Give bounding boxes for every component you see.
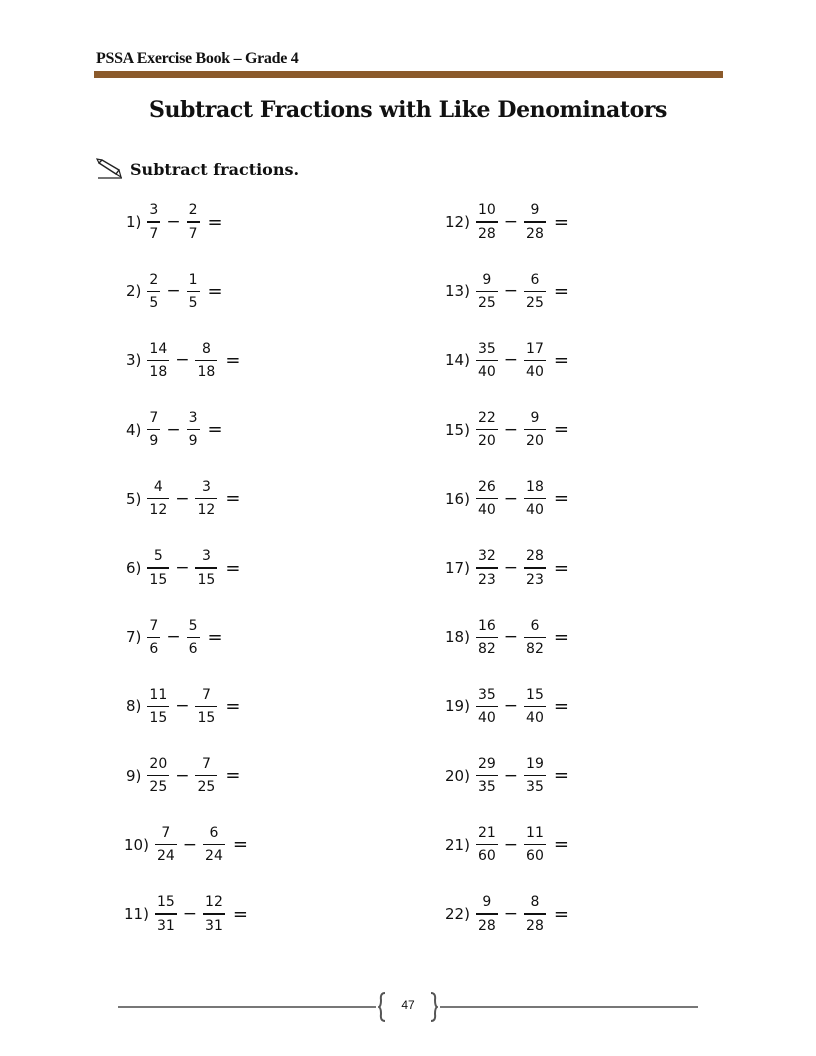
minus-sign: − <box>503 488 519 509</box>
denominator: 25 <box>526 294 544 311</box>
numerator: 9 <box>530 410 540 426</box>
denominator: 40 <box>477 363 496 380</box>
subtrahend-fraction <box>524 547 546 588</box>
problem-21 <box>445 820 569 870</box>
denominator: 23 <box>526 571 544 588</box>
equals-sign: = <box>225 557 241 579</box>
numerator: 3 <box>201 548 211 565</box>
minus-sign: − <box>503 765 519 786</box>
equals-sign: = <box>553 765 569 787</box>
fraction-bar <box>203 913 225 914</box>
subtrahend-fraction <box>187 201 200 242</box>
denominator: 9 <box>149 433 159 450</box>
problem-number: 8) <box>126 697 142 716</box>
denominator: 31 <box>156 917 175 934</box>
equals-sign: = <box>553 419 569 441</box>
equals-sign: = <box>225 695 241 717</box>
problem-9 <box>126 751 240 801</box>
numerator: 22 <box>477 410 496 426</box>
problem-number: 22) <box>445 905 470 923</box>
fraction-bar <box>187 291 200 292</box>
minuend-fraction <box>476 340 498 381</box>
problem-number: 3) <box>126 351 142 370</box>
numerator: 17 <box>526 340 544 357</box>
numerator: 29 <box>477 756 496 772</box>
problem-2 <box>126 266 223 316</box>
fraction-bar <box>524 844 546 845</box>
minus-sign: − <box>503 212 519 232</box>
fraction-bar <box>524 429 546 430</box>
fraction-bar <box>147 567 169 568</box>
denominator: 6 <box>149 640 159 657</box>
minuend-fraction <box>147 271 160 312</box>
numerator: 6 <box>530 271 540 288</box>
equals-sign: = <box>232 834 248 856</box>
problem-19 <box>445 681 569 731</box>
denominator: 12 <box>149 502 168 519</box>
minus-sign: − <box>175 558 190 578</box>
numerator: 12 <box>205 894 223 911</box>
fraction-bar <box>147 706 169 707</box>
numerator: 5 <box>188 617 198 634</box>
numerator: 20 <box>149 756 168 772</box>
minus-sign: − <box>166 281 181 302</box>
numerator: 9 <box>482 271 492 288</box>
subtrahend-fraction <box>195 686 217 727</box>
denominator: 40 <box>477 502 496 519</box>
fraction-bar <box>147 291 160 292</box>
problem-number: 11) <box>124 905 149 923</box>
fraction-bar <box>476 913 498 914</box>
fraction-bar <box>476 567 498 568</box>
equals-sign: = <box>553 211 569 233</box>
fraction-bar <box>187 429 200 430</box>
minuend-fraction <box>147 478 169 519</box>
subtrahend-fraction <box>187 409 200 450</box>
denominator: 24 <box>205 848 223 865</box>
problem-15 <box>445 405 569 455</box>
subtrahend-fraction <box>195 547 217 588</box>
problem-17 <box>445 543 569 593</box>
subtrahend-fraction <box>524 340 546 381</box>
equals-sign: = <box>553 349 569 371</box>
minus-sign: − <box>175 765 190 786</box>
minus-sign: − <box>503 834 519 855</box>
minus-sign: − <box>503 627 519 648</box>
problem-13 <box>445 266 569 316</box>
fraction-bar <box>524 498 546 499</box>
page-number: 47 <box>401 998 415 1012</box>
minuend-fraction <box>476 409 498 450</box>
equals-sign: = <box>207 211 223 233</box>
fraction-bar <box>524 291 546 292</box>
fraction-bar <box>147 429 160 430</box>
fraction-bar <box>147 498 169 499</box>
fraction-bar <box>524 221 546 222</box>
denominator: 5 <box>149 294 159 311</box>
denominator: 9 <box>188 433 198 450</box>
numerator: 3 <box>188 410 198 426</box>
minuend-fraction <box>147 686 169 727</box>
problem-number: 4) <box>126 420 142 439</box>
problem-22 <box>445 889 569 939</box>
subtrahend-fraction <box>203 824 225 865</box>
minus-sign: − <box>503 558 519 578</box>
equals-sign: = <box>207 626 223 648</box>
instruction-text: Subtract fractions. <box>130 159 300 179</box>
problem-number: 16) <box>445 489 470 508</box>
denominator: 35 <box>526 779 544 796</box>
fraction-bar <box>476 637 498 638</box>
minuend-fraction <box>476 755 498 796</box>
numerator: 21 <box>477 825 496 842</box>
denominator: 60 <box>526 848 544 865</box>
minus-sign: − <box>503 281 519 302</box>
numerator: 3 <box>149 202 159 219</box>
minuend-fraction <box>155 824 177 865</box>
denominator: 25 <box>477 294 496 311</box>
equals-sign: = <box>232 903 248 925</box>
numerator: 10 <box>477 202 496 219</box>
denominator: 15 <box>197 571 216 588</box>
denominator: 12 <box>197 502 216 519</box>
fraction-bar <box>187 637 200 638</box>
denominator: 35 <box>477 779 496 796</box>
equals-sign: = <box>553 280 569 302</box>
minuend-fraction <box>147 409 160 450</box>
numerator: 11 <box>149 686 168 703</box>
minuend-fraction <box>147 755 169 796</box>
numerator: 7 <box>149 617 159 634</box>
problem-12 <box>445 197 569 247</box>
problem-3 <box>126 335 240 385</box>
problem-8 <box>126 681 240 731</box>
numerator: 26 <box>477 479 496 496</box>
problem-number: 17) <box>445 559 470 577</box>
denominator: 31 <box>205 917 223 934</box>
subtrahend-fraction <box>195 340 217 381</box>
minus-sign: − <box>182 834 198 855</box>
equals-sign: = <box>553 557 569 579</box>
fraction-bar <box>476 221 498 222</box>
problem-number: 1) <box>126 213 142 231</box>
fraction-bar <box>476 706 498 707</box>
fraction-bar <box>476 498 498 499</box>
fraction-bar <box>195 567 217 568</box>
denominator: 28 <box>526 917 544 934</box>
minuend-fraction <box>476 201 498 242</box>
denominator: 40 <box>526 502 544 519</box>
problem-number: 7) <box>126 628 142 647</box>
numerator: 7 <box>201 686 211 703</box>
fraction-bar <box>476 775 498 776</box>
denominator: 7 <box>149 225 159 242</box>
subtrahend-fraction <box>524 686 546 727</box>
fraction-bar <box>476 844 498 845</box>
page-title: Subtract Fractions with Like Denominators <box>148 97 668 123</box>
footer-bracket-left <box>378 992 386 1022</box>
denominator: 28 <box>477 917 496 934</box>
fraction-bar <box>476 360 498 361</box>
numerator: 28 <box>526 548 544 565</box>
header-title: PSSA Exercise Book – Grade 4 <box>96 50 299 67</box>
problem-11 <box>124 889 248 939</box>
numerator: 16 <box>477 617 496 634</box>
equals-sign: = <box>553 903 569 925</box>
minuend-fraction <box>476 617 498 658</box>
problem-number: 10) <box>124 835 149 854</box>
equals-sign: = <box>553 488 569 510</box>
subtrahend-fraction <box>187 617 200 658</box>
minus-sign: − <box>503 696 519 717</box>
subtrahend-fraction <box>524 478 546 519</box>
fraction-bar <box>476 429 498 430</box>
numerator: 2 <box>149 271 159 288</box>
problem-16 <box>445 474 569 524</box>
denominator: 20 <box>477 433 496 450</box>
footer-bracket-right <box>430 992 438 1022</box>
denominator: 15 <box>197 709 216 726</box>
numerator: 1 <box>188 271 198 288</box>
minus-sign: − <box>166 212 181 232</box>
fraction-bar <box>147 775 169 776</box>
numerator: 35 <box>477 340 496 357</box>
denominator: 7 <box>188 225 198 242</box>
denominator: 40 <box>477 709 496 726</box>
fraction-bar <box>524 775 546 776</box>
numerator: 35 <box>477 686 496 703</box>
problem-number: 13) <box>445 282 470 301</box>
fraction-bar <box>524 913 546 914</box>
fraction-bar <box>195 706 217 707</box>
problem-number: 21) <box>445 835 470 854</box>
denominator: 6 <box>188 640 198 657</box>
denominator: 18 <box>197 363 216 380</box>
subtrahend-fraction <box>524 617 546 658</box>
minus-sign: − <box>166 419 181 440</box>
minuend-fraction <box>147 201 160 242</box>
minus-sign: − <box>175 488 190 509</box>
numerator: 11 <box>526 825 544 842</box>
problem-1 <box>126 197 223 247</box>
problem-18 <box>445 612 569 662</box>
minuend-fraction <box>476 547 498 588</box>
subtrahend-fraction <box>187 271 200 312</box>
subtrahend-fraction <box>203 893 225 934</box>
problem-10 <box>124 820 248 870</box>
fraction-bar <box>155 844 177 845</box>
numerator: 8 <box>530 894 540 911</box>
problem-20 <box>445 751 569 801</box>
pencil-icon <box>96 158 124 180</box>
denominator: 40 <box>526 363 544 380</box>
numerator: 9 <box>530 202 540 219</box>
denominator: 15 <box>149 571 168 588</box>
numerator: 19 <box>526 756 544 772</box>
denominator: 24 <box>156 848 175 865</box>
denominator: 5 <box>188 294 198 311</box>
numerator: 7 <box>149 410 159 426</box>
problem-number: 19) <box>445 697 470 716</box>
footer-line-left <box>118 1006 376 1008</box>
equals-sign: = <box>225 349 241 371</box>
fraction-bar <box>524 360 546 361</box>
minus-sign: − <box>503 419 519 440</box>
numerator: 14 <box>149 340 168 357</box>
subtrahend-fraction <box>524 824 546 865</box>
numerator: 3 <box>201 479 211 496</box>
minuend-fraction <box>476 478 498 519</box>
numerator: 2 <box>188 202 198 219</box>
fraction-bar <box>524 637 546 638</box>
problem-number: 15) <box>445 420 470 439</box>
denominator: 82 <box>526 640 544 657</box>
problem-14 <box>445 335 569 385</box>
fraction-bar <box>203 844 225 845</box>
problem-7 <box>126 612 223 662</box>
numerator: 4 <box>153 479 163 496</box>
denominator: 15 <box>149 709 168 726</box>
denominator: 40 <box>526 709 544 726</box>
fraction-bar <box>524 567 546 568</box>
problem-number: 2) <box>126 282 142 301</box>
numerator: 7 <box>201 756 211 772</box>
numerator: 32 <box>477 548 496 565</box>
minuend-fraction <box>476 686 498 727</box>
instruction <box>96 157 299 181</box>
numerator: 15 <box>526 686 544 703</box>
equals-sign: = <box>207 419 223 441</box>
numerator: 8 <box>201 340 211 357</box>
minuend-fraction <box>155 893 177 934</box>
subtrahend-fraction <box>524 893 546 934</box>
equals-sign: = <box>225 488 241 510</box>
minuend-fraction <box>147 340 169 381</box>
subtrahend-fraction <box>524 755 546 796</box>
denominator: 18 <box>149 363 168 380</box>
problem-number: 12) <box>445 213 470 231</box>
denominator: 28 <box>477 225 496 242</box>
denominator: 23 <box>477 571 496 588</box>
minuend-fraction <box>147 617 160 658</box>
numerator: 6 <box>530 617 540 634</box>
denominator: 60 <box>477 848 496 865</box>
minus-sign: − <box>175 696 190 717</box>
minus-sign: − <box>503 350 519 371</box>
fraction-bar <box>187 221 200 222</box>
numerator: 6 <box>209 825 219 842</box>
problem-number: 6) <box>126 559 142 577</box>
equals-sign: = <box>225 765 241 787</box>
fraction-bar <box>524 706 546 707</box>
equals-sign: = <box>553 626 569 648</box>
minus-sign: − <box>182 904 198 924</box>
problem-5 <box>126 474 240 524</box>
numerator: 7 <box>161 825 171 842</box>
minuend-fraction <box>476 893 498 934</box>
subtrahend-fraction <box>524 201 546 242</box>
subtrahend-fraction <box>195 478 217 519</box>
fraction-bar <box>155 913 177 914</box>
footer-line-right <box>440 1006 698 1008</box>
problem-number: 14) <box>445 351 470 370</box>
denominator: 25 <box>197 779 216 796</box>
equals-sign: = <box>553 695 569 717</box>
minuend-fraction <box>147 547 169 588</box>
numerator: 15 <box>156 894 175 911</box>
subtrahend-fraction <box>524 409 546 450</box>
minus-sign: − <box>503 904 519 924</box>
denominator: 25 <box>149 779 168 796</box>
denominator: 28 <box>526 225 544 242</box>
minuend-fraction <box>476 271 498 312</box>
subtrahend-fraction <box>195 755 217 796</box>
denominator: 82 <box>477 640 496 657</box>
fraction-bar <box>195 498 217 499</box>
numerator: 9 <box>482 894 492 911</box>
minus-sign: − <box>175 350 190 371</box>
fraction-bar <box>195 775 217 776</box>
problem-6 <box>126 543 240 593</box>
fraction-bar <box>147 221 160 222</box>
problem-number: 9) <box>126 766 142 785</box>
fraction-bar <box>195 360 217 361</box>
subtrahend-fraction <box>524 271 546 312</box>
header-rule <box>94 71 723 78</box>
minus-sign: − <box>166 627 181 648</box>
fraction-bar <box>147 637 160 638</box>
problem-number: 18) <box>445 628 470 647</box>
problem-number: 20) <box>445 766 470 785</box>
problem-number: 5) <box>126 489 142 508</box>
numerator: 5 <box>153 548 163 565</box>
fraction-bar <box>476 291 498 292</box>
denominator: 20 <box>526 433 544 450</box>
minuend-fraction <box>476 824 498 865</box>
numerator: 18 <box>526 479 544 496</box>
equals-sign: = <box>207 280 223 302</box>
fraction-bar <box>147 360 169 361</box>
equals-sign: = <box>553 834 569 856</box>
problem-4 <box>126 405 223 455</box>
